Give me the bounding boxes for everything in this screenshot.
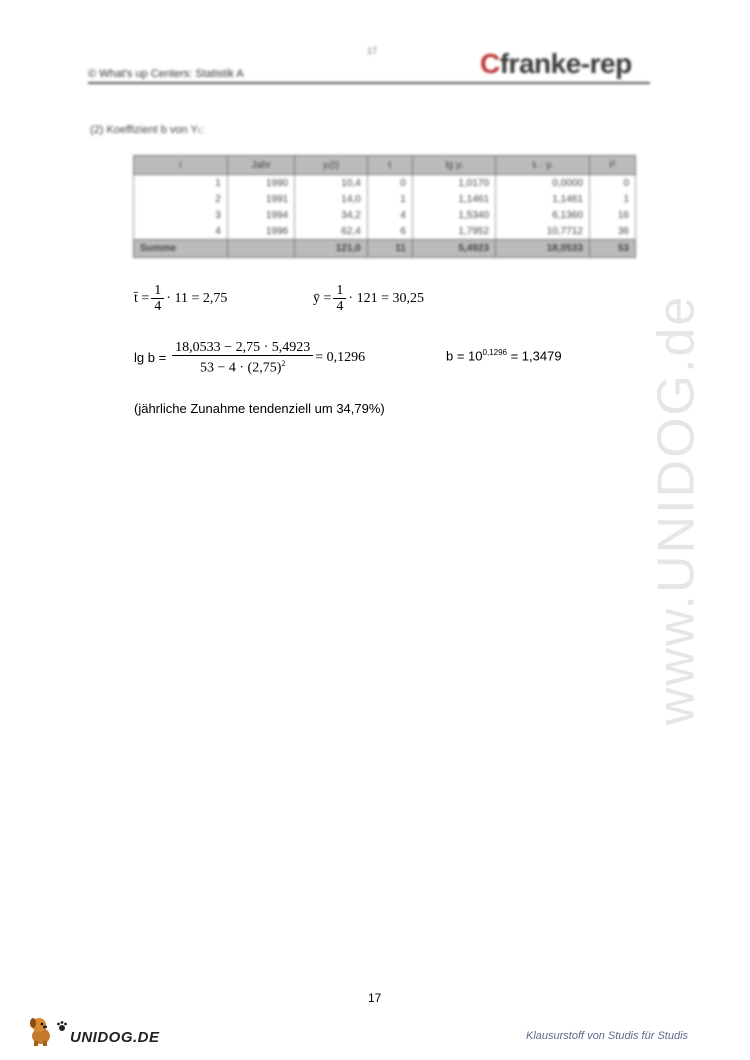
table-cell: 1990	[227, 175, 294, 192]
formula-text: = 1,3479	[506, 348, 562, 364]
table-cell: 1994	[227, 207, 294, 223]
formula-text: ȳ =	[313, 290, 332, 306]
col-header: i	[134, 156, 228, 175]
formula-text: b = 10	[446, 348, 483, 364]
table-cell	[227, 240, 294, 258]
table-cell: 53	[589, 240, 635, 258]
paw-icon	[56, 1020, 68, 1032]
table-cell: 1996	[227, 223, 294, 240]
table-row	[134, 207, 636, 223]
watermark-text: www.UNIDOG.de	[647, 294, 706, 726]
header-title: © What's up Centers: Statistik A	[88, 68, 244, 80]
formula-lg-b	[134, 340, 365, 376]
fraction	[333, 283, 346, 314]
section-title: (2) Koeffizient b von Yₜ:	[90, 124, 205, 136]
unidog-logo	[26, 1014, 160, 1046]
table-cell: 0,0000	[496, 175, 590, 192]
formula-text: lg b =	[134, 350, 167, 366]
formula-text: t̄ =	[134, 290, 150, 306]
table-cell: 16	[589, 207, 635, 223]
denominator	[197, 356, 288, 376]
table-cell: 18,0533	[496, 240, 590, 258]
table-cell: 4	[367, 207, 412, 223]
table-cell: 1,1461	[496, 191, 590, 207]
table-cell: 10,7712	[496, 223, 590, 240]
fraction	[151, 283, 164, 314]
table-header-row	[134, 156, 636, 175]
col-header: tᵢ · yᵢ	[496, 156, 590, 175]
table-row	[134, 175, 636, 192]
numerator: 1	[151, 283, 164, 299]
header-page-number: 17	[367, 46, 378, 56]
table-cell: 1	[589, 191, 635, 207]
col-header: lg yᵢ	[412, 156, 495, 175]
table-cell: 11	[367, 240, 412, 258]
table-cell: 121,0	[295, 240, 368, 258]
table-cell: 1,1461	[412, 191, 495, 207]
table-cell: 34,2	[295, 207, 368, 223]
table-cell: 4	[134, 223, 228, 240]
col-header: t²	[589, 156, 635, 175]
formula-text: · 11 = 2,75	[166, 290, 228, 306]
header-divider	[88, 82, 650, 84]
table-cell: 0	[367, 175, 412, 192]
table-row	[134, 223, 636, 240]
denominator-base: 53 − 4 · (2,75)	[200, 360, 282, 376]
numerator: 1	[333, 283, 346, 299]
formula-b	[446, 348, 562, 363]
exponent: 2	[281, 359, 286, 368]
numerator: 18,0533 − 2,75 · 5,4923	[172, 340, 313, 356]
dog-icon	[26, 1014, 56, 1046]
table-cell: Summe	[134, 240, 228, 258]
denominator: 4	[336, 299, 344, 314]
table-cell: 6	[367, 223, 412, 240]
table-sum-row	[134, 240, 636, 258]
formula-y-mean	[313, 283, 424, 314]
table-row	[134, 191, 636, 207]
table-cell: 5,4923	[412, 240, 495, 258]
brand-name: franke-rep	[499, 48, 632, 79]
col-header: t	[367, 156, 412, 175]
table-cell: 3	[134, 207, 228, 223]
table-cell: 1	[134, 175, 228, 192]
table-cell: 1,5340	[412, 207, 495, 223]
table-cell: 10,4	[295, 175, 368, 192]
table-cell: 1	[367, 191, 412, 207]
table-cell: 2	[134, 191, 228, 207]
denominator: 4	[154, 299, 162, 314]
fraction	[172, 340, 313, 376]
watermark	[640, 280, 720, 740]
col-header: Jahr	[227, 156, 294, 175]
table-cell: 1,7952	[412, 223, 495, 240]
table-cell: 62,4	[295, 223, 368, 240]
exponent: 0,1296	[482, 348, 507, 357]
table-cell: 36	[589, 223, 635, 240]
table-cell: 14,0	[295, 191, 368, 207]
table-cell: 0	[589, 175, 635, 192]
formula-text: = 0,1296	[315, 349, 366, 365]
table-cell: 1,0170	[412, 175, 495, 192]
data-table	[133, 155, 636, 258]
footer-tagline: Klausurstoff von Studis für Studis	[526, 1030, 689, 1042]
logo-text: UNIDOG.DE	[70, 1029, 160, 1046]
formula-text: · 121 = 30,25	[348, 290, 424, 306]
table-cell: 6,1360	[496, 207, 590, 223]
col-header: yᵢ(t)	[295, 156, 368, 175]
table-cell: 1991	[227, 191, 294, 207]
brand-logo: Cfranke-rep	[480, 48, 632, 79]
page-number: 17	[368, 991, 382, 1005]
formula-t-mean	[134, 283, 227, 314]
conclusion-text: (jährliche Zunahme tendenziell um 34,79%)	[134, 401, 385, 416]
